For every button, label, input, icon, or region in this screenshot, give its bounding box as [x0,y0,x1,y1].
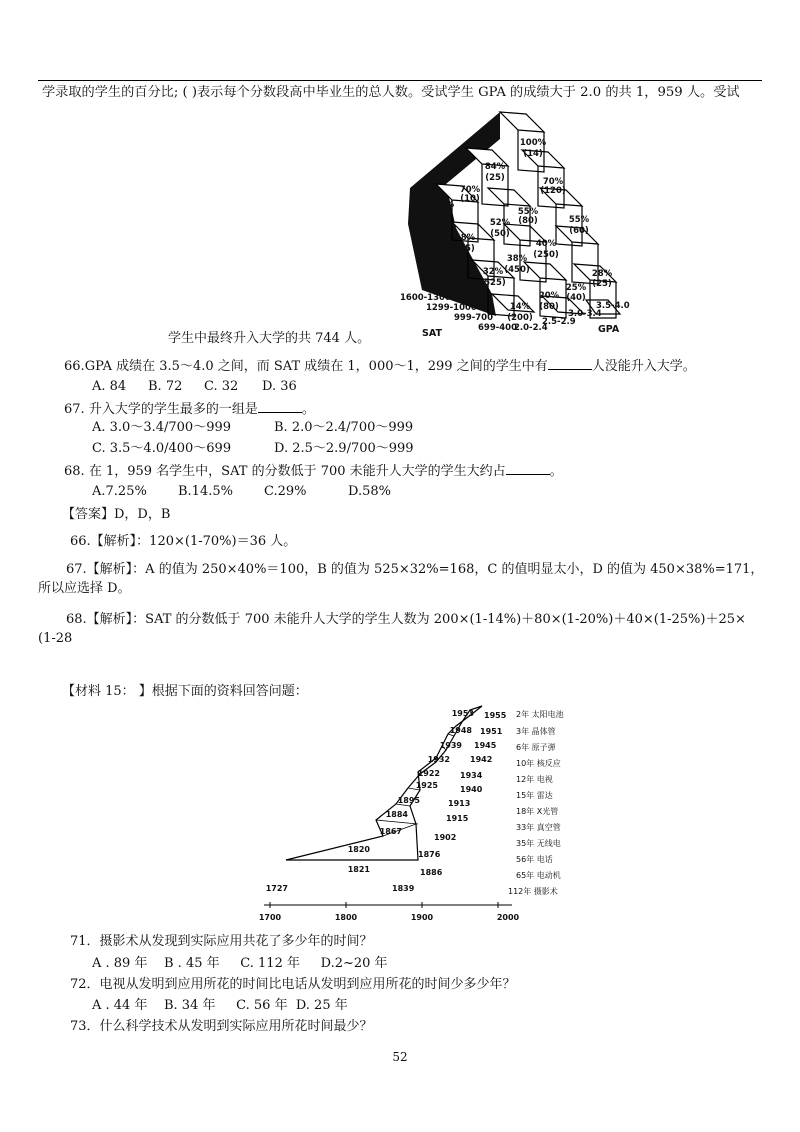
cell-count: (25) [592,279,612,289]
question-66: 66.GPA 成绩在 3.5～4.0 之间，而 SAT 成绩在 1，000～1，299 之间的学生中有 人没能升入大学。 [64,359,696,374]
discovery-year: 1953 [451,709,474,718]
legend-item: 65年 电动机 [516,871,561,880]
cell-pct: 28% [591,269,613,279]
question-68: 68. 在 1，959 名学生中，SAT 的分数低于 700 未能升人大学的学生大约占 。 [64,464,563,479]
axis-tick-label: 1700 [258,913,282,922]
question-71: 71．摄影术从发现到实际应用共花了多少年的时间？ [70,934,373,949]
legend-item: 112年 摄影术 [508,887,558,896]
cell-count: (40) [566,293,586,303]
cell-count: (200) [507,313,533,323]
cell-pct: 25% [565,283,587,293]
cell-count: (60) [569,226,589,236]
question-73: 73．什么科学技术从发明到实际应用所花时间最少？ [70,1019,373,1034]
application-year: 1951 [480,727,503,736]
material-heading: 【材料 15： 】根据下面的资料回答问题： [62,684,308,699]
sat-range: 1299-1000 [426,303,477,313]
intro-continuation: 学生中最终升入大学的共 744 人。 [168,331,371,346]
gpa-range: 2.5-2.9 [542,317,576,327]
legend-item: 10年 核反应 [516,759,561,768]
application-year: 1934 [460,771,483,780]
gpa-range: 3.5-4.0 [596,301,630,311]
cell-count: (10) [460,194,480,204]
intro-text: 学录取的学生的百分比; ( )表示每个分数段高中毕业生的总人数。受试学生 GPA 的成绩大于 2.0 的共 1，959 人。受试 [42,85,740,100]
cell-count: (80) [518,216,538,226]
sat-range: 1600-1300 [400,293,451,303]
question-72: 72．电视从发明到应用所花的时间比电话从发明到应用所花的时间少多少年？ [70,977,516,992]
discovery-year: 1821 [347,865,370,874]
cell-count: (250) [533,250,559,260]
question-67-options-row1: A. 3.0～3.4/700～999 B. 2.0～2.4/700～999 [92,420,414,435]
legend-item: 2年 太阳电池 [516,710,564,719]
discovery-year: 1820 [347,845,370,854]
application-year: 1955 [484,711,507,720]
legend-item: 12年 电视 [516,775,553,784]
gpa-range: 2.0-2.4 [514,323,548,333]
gpa-range: 3.0-3.4 [568,309,602,319]
question-71-options: A . 89 年 B . 45 年 C. 112 年 D.2~20 年 [92,956,388,971]
answer-line: 【答案】D，D，B [62,507,171,522]
question-67-options-row2: C. 3.5～4.0/400～699 D. 2.5～2.9/700～999 [92,441,414,456]
discovery-year: 1922 [417,769,440,778]
discovery-year: 1727 [265,884,288,893]
legend-item: 33年 真空管 [516,823,561,832]
sat-axis-label: SAT [422,328,442,339]
stair-chart [396,104,636,344]
application-year: 1913 [448,799,471,808]
question-67: 67. 升入大学的学生最多的一组是 。 [64,402,315,417]
discovery-year: 1884 [385,810,408,819]
cell-pct: 20% [538,291,560,301]
cell-pct: 38% [506,254,528,264]
cell-count: (25) [455,244,475,254]
application-year: 1886 [420,868,443,877]
x-axis [264,902,512,908]
cell-pct: 40% [535,239,557,249]
cell-pct: 70% [542,177,564,187]
legend-item: 56年 电话 [516,855,553,864]
sat-range: 999-700 [454,313,494,323]
cell-pct: 55% [568,215,590,225]
discovery-year: 1939 [439,741,462,750]
cell-pct: 60% [433,200,455,210]
cell-count: (25) [485,173,505,183]
cell-count: (120) [540,186,566,196]
cell-count: (5) [437,209,451,219]
discovery-year: 1867 [379,827,402,836]
cell-pct: 32% [482,267,504,277]
explanation-68-cont: (1-28 [38,631,73,646]
discovery-year: 1925 [415,781,438,790]
legend-item: 6年 原子弹 [516,743,556,752]
legend-item: 18年 X光管 [516,807,559,816]
top-rule [38,80,762,81]
application-year: 1902 [434,833,457,842]
page-number: 52 [392,1050,408,1064]
question-68-options: A.7.25% B.14.5% C.29% D.58% [92,484,391,499]
discovery-year: 1948 [449,726,472,735]
discovery-year: 1895 [397,796,420,805]
legend-item: 3年 晶体管 [516,727,556,736]
cell-count: (450) [504,265,530,275]
sat-range: 699-400 [478,323,518,333]
axis-tick-label: 2000 [496,913,520,922]
cell-pct: 52% [489,218,511,228]
cell-count: (80) [539,302,559,312]
cell-count: (50) [490,229,510,239]
cell-count: (14) [523,149,543,159]
cell-pct: 14% [509,302,531,312]
cell-pct: 100% [519,138,547,148]
cell-pct: 48% [454,233,476,243]
explanation-67-cont: 所以应选择 D。 [38,581,131,596]
legend-item: 15年 雷达 [516,791,553,800]
legend-item: 35年 无线电 [516,839,561,848]
cell-pct: 55% [517,207,539,217]
axis-tick-label: 1800 [334,913,358,922]
question-66-options: A. 84 B. 72 C. 32 D. 36 [92,379,297,394]
explanation-68: 68.【解析】：SAT 的分数低于 700 未能升人大学的学生人数为 200×(1-14%)＋80×(1-20%)＋40×(1-25%)＋25× [66,612,746,627]
gpa-axis-label: GPA [598,324,620,335]
application-year: 1876 [418,850,441,859]
application-year: 1942 [470,755,493,764]
cell-pct: 70% [459,185,481,195]
application-year: 1940 [460,785,483,794]
application-year: 1945 [474,741,497,750]
application-year: 1915 [446,814,469,823]
cell-count: (525) [480,278,506,288]
axis-tick-label: 1900 [410,913,434,922]
cell-pct: 84% [484,162,506,172]
explanation-66: 66.【解析】：120×(1-70%)＝36 人。 [70,534,297,549]
explanation-67: 67.【解析】：A 的值为 250×40%＝100，B 的值为 525×32%=168，C 的值明显太小，D 的值为 450×38%=171， [66,562,764,577]
question-72-options: A . 44 年 B. 34 年 C. 56 年 D. 25 年 [92,998,348,1013]
application-year: 1839 [392,884,415,893]
discovery-year: 1932 [427,755,450,764]
timeline-chart [258,700,598,925]
